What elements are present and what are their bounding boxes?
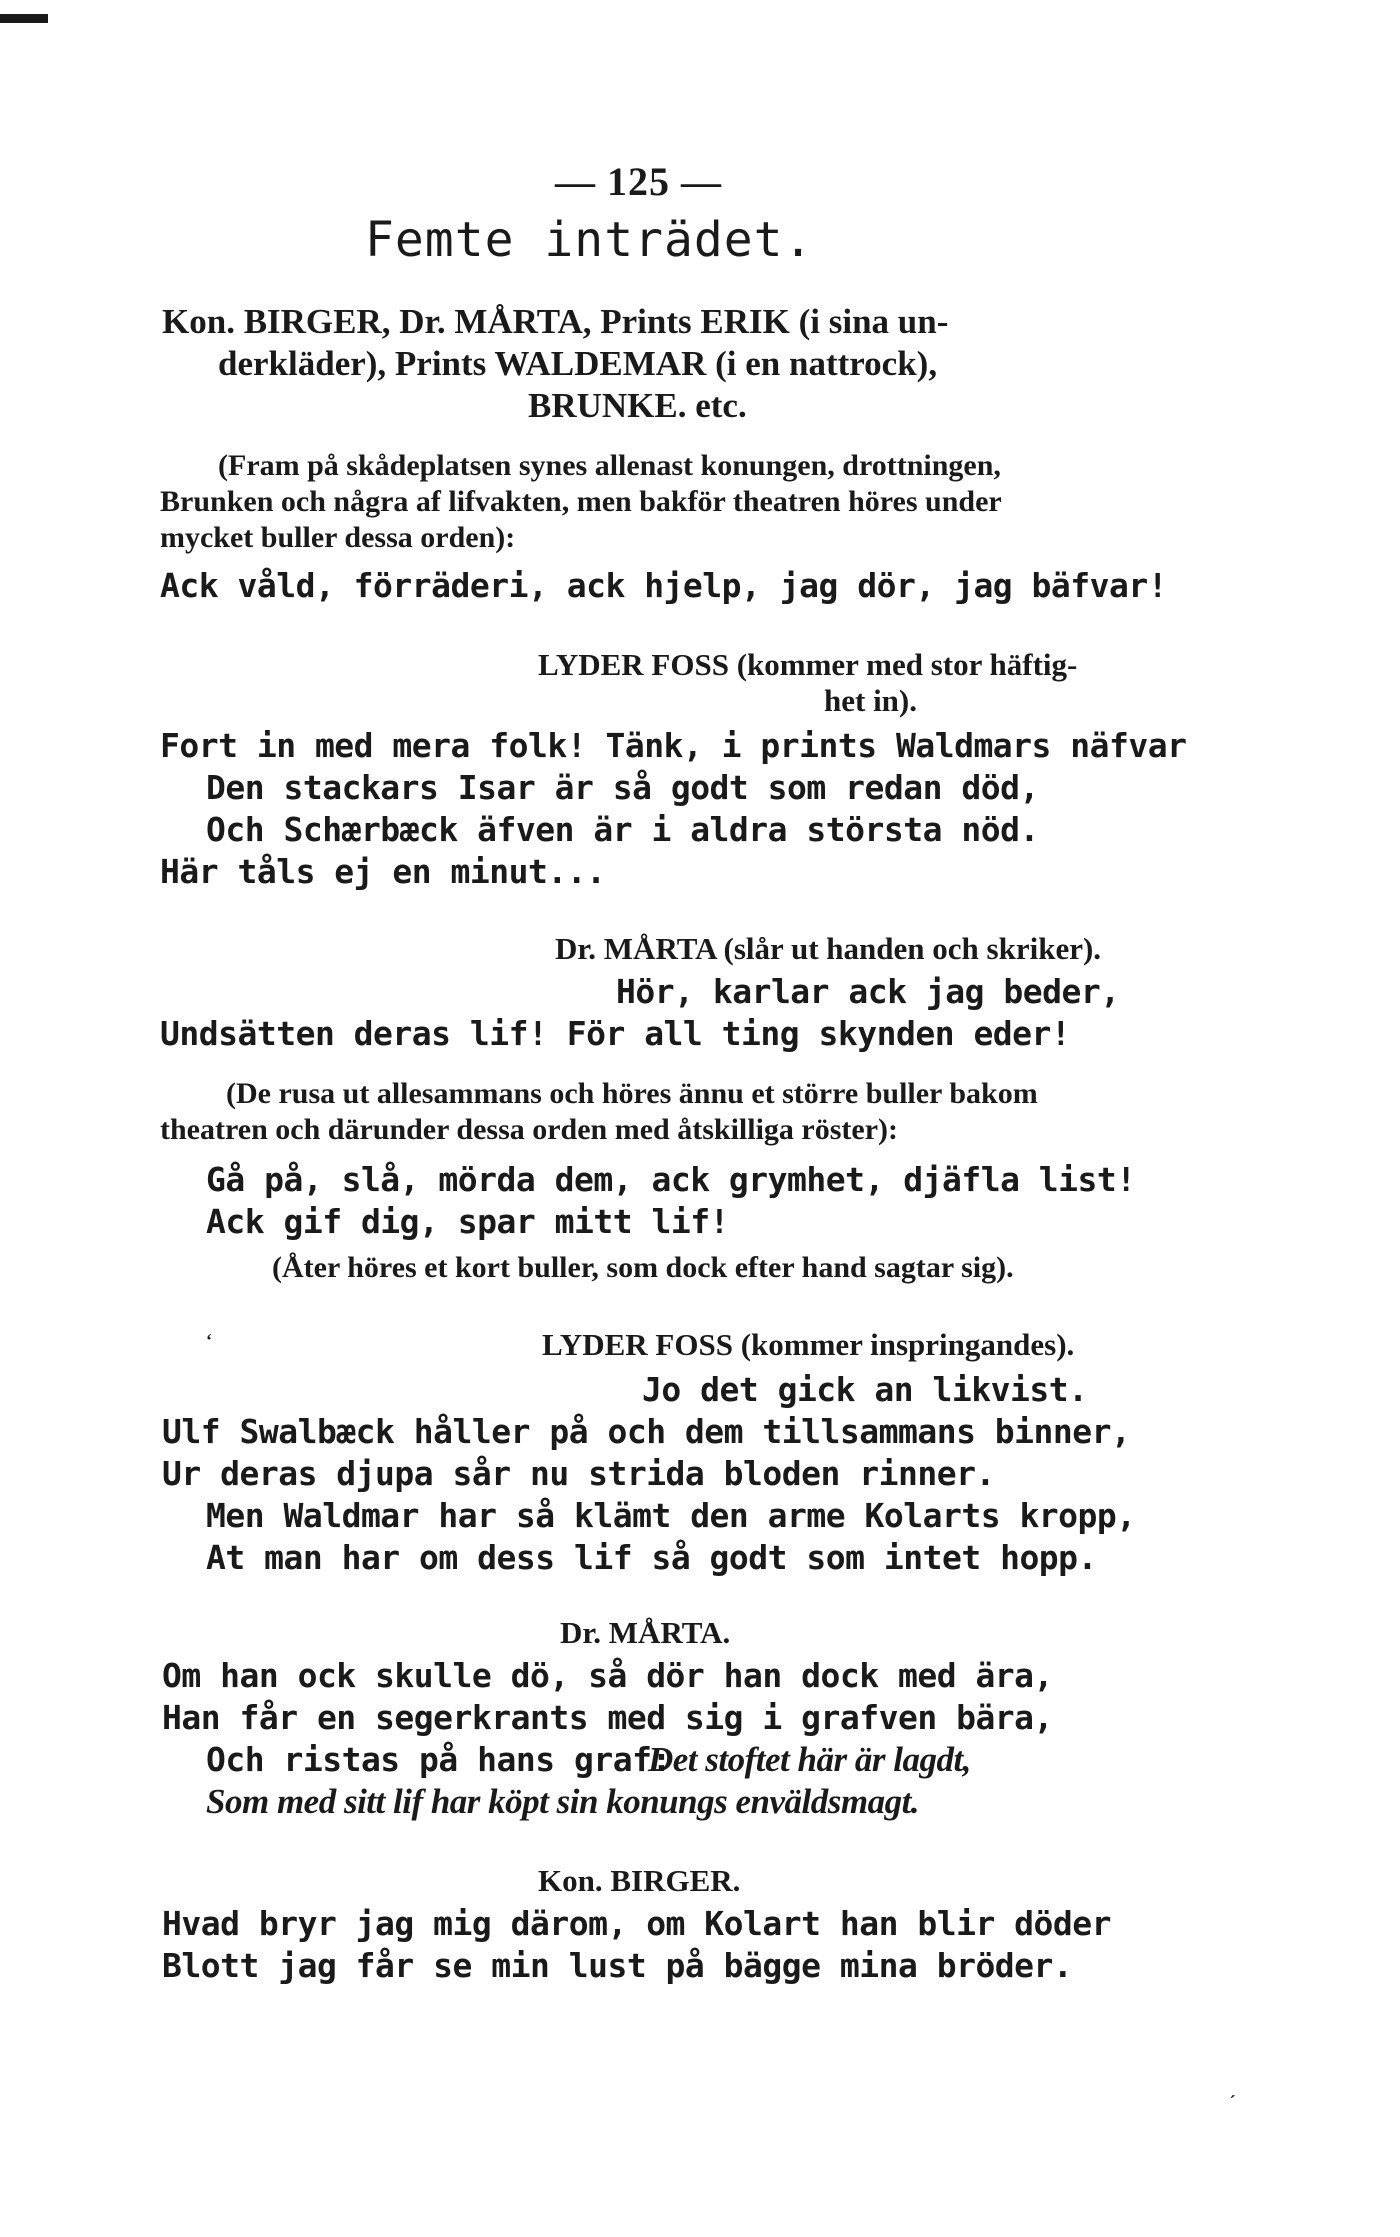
scan-corner-mark xyxy=(0,14,48,23)
cast-line: BRUNKE. etc. xyxy=(528,386,747,425)
verse-line: Hvad bryr jag mig därom, om Kolart han blir döder xyxy=(162,1904,1112,1943)
verse-line: Men Waldmar har så klämt den arme Kolarts kropp, xyxy=(206,1496,1136,1535)
stage-direction-line: (Åter höres et kort buller, som dock efter hand sagtar sig). xyxy=(272,1251,1014,1284)
verse-line: Undsätten deras lif! För all ting skynden eder! xyxy=(160,1014,1071,1053)
speaker-heading: Dr. MÅRTA. xyxy=(560,1615,731,1650)
verse-line: Blott jag får se min lust på bägge mina bröder. xyxy=(162,1946,1073,1985)
verse-line-italic: Som med sitt lif har köpt sin konungs enväldsmagt. xyxy=(206,1782,920,1821)
stage-direction-line: (Fram på skådeplatsen synes allenast konungen, drottningen, xyxy=(218,449,1001,482)
verse-line: Ack våld, förräderi, ack hjelp, jag dör, jag bäfvar! xyxy=(160,566,1168,605)
cast-line: derkläder), Prints WALDEMAR (i en nattrock), xyxy=(218,344,938,383)
verse-line: Och Schærbæck äfven är i aldra största nöd. xyxy=(206,810,1039,849)
verse-line: Här tåls ej en minut... xyxy=(160,852,606,891)
verse-line: Den stackars Isar är så godt som redan död, xyxy=(206,768,1039,807)
stage-direction-line: (De rusa ut allesammans och höres ännu et större buller bakom xyxy=(226,1077,1038,1110)
verse-line: Ulf Swalbæck håller på och dem tillsammans binner, xyxy=(162,1412,1131,1451)
verse-line: Och ristas på hans graf: xyxy=(206,1740,671,1779)
verse-line-italic: Det stoftet här är lagdt, xyxy=(648,1740,971,1779)
verse-line: Om han ock skulle dö, så dör han dock med ära, xyxy=(162,1656,1053,1695)
speaker-heading: LYDER FOSS (kommer med stor häftig- xyxy=(538,647,1078,682)
speaker-heading: LYDER FOSS (kommer inspringandes). xyxy=(542,1327,1075,1362)
speaker-heading: Dr. MÅRTA (slår ut handen och skriker). xyxy=(555,931,1102,966)
verse-line: Fort in med mera folk! Tänk, i prints Waldmars näfvar xyxy=(160,726,1187,765)
verse-line: Hör, karlar ack jag beder, xyxy=(616,972,1120,1011)
stage-direction-line: Brunken och några af lifvakten, men bakför theatren höres under xyxy=(160,485,1002,518)
verse-line: Gå på, slå, mörda dem, ack grymhet, djäfla list! xyxy=(206,1160,1136,1199)
verse-line: At man har om dess lif så godt som intet hopp. xyxy=(206,1538,1097,1577)
speaker-heading: Kon. BIRGER. xyxy=(538,1863,741,1898)
scene-title: Femte inträdet. xyxy=(365,212,814,268)
ink-speck: ‘ xyxy=(206,1330,212,1350)
verse-line: Han får en segerkrants med sig i grafven bära, xyxy=(162,1698,1053,1737)
verse-line: Ack gif dig, spar mitt lif! xyxy=(206,1202,729,1241)
page-number: — 125 — xyxy=(555,159,722,204)
verse-line: Jo det gick an likvist. xyxy=(642,1370,1088,1409)
stage-direction-line: mycket buller dessa orden): xyxy=(160,521,516,554)
ink-speck: ˏ xyxy=(1230,2078,1236,2098)
cast-line: Kon. BIRGER, Dr. MÅRTA, Prints ERIK (i sina un- xyxy=(162,302,949,341)
stage-direction-line: theatren och därunder dessa orden med åtskilliga röster): xyxy=(160,1113,899,1146)
speaker-heading: het in). xyxy=(824,683,917,718)
verse-line: Ur deras djupa sår nu strida bloden rinner. xyxy=(162,1454,995,1493)
